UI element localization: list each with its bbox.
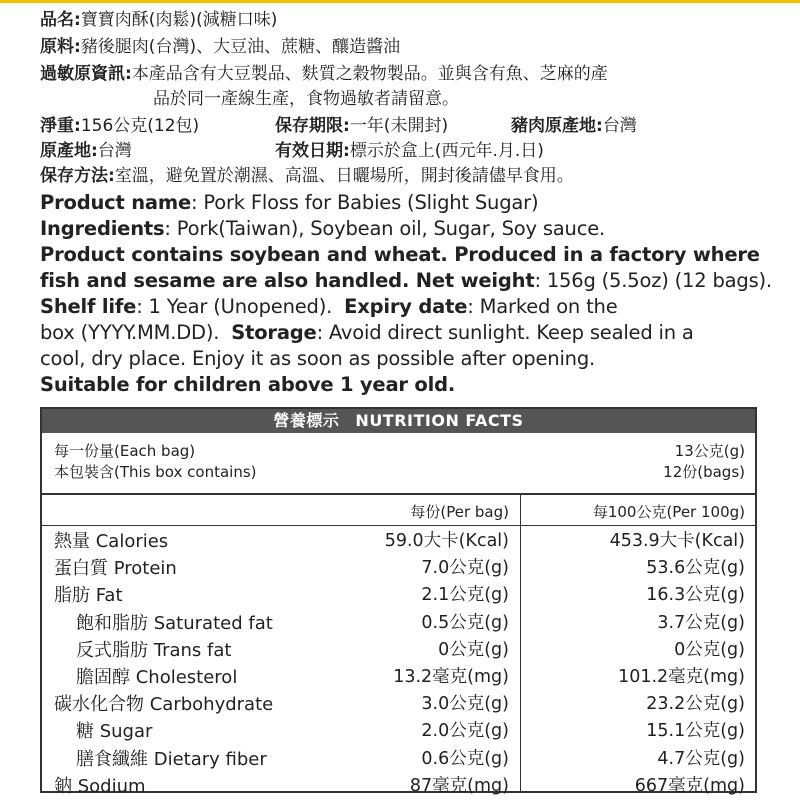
per-100g-value: 16.3公克(g) <box>646 585 745 606</box>
cn-storage: 保存方法:室溫，避免置於潮濕、高溫、日曬場所，開封後請儘早食用。 <box>40 166 574 186</box>
per-serving-value: 0.5公克(g) <box>421 612 509 633</box>
servings-label: 本包裝含(This box contains) <box>54 463 257 481</box>
col-per-serving: 每份(Per bag) <box>410 503 509 521</box>
per-serving-value: 2.1公克(g) <box>421 585 509 606</box>
per-serving-value: 59.0大卡(Kcal) <box>384 531 509 551</box>
en-net-weight: fish and sesame are also handled. Net weight: 156g (5.5oz) (12 bags). <box>40 269 772 292</box>
nutrient-row <box>42 637 755 664</box>
per-100g-value: 53.6公克(g) <box>646 558 745 579</box>
column-headers <box>42 495 755 526</box>
en-product-name: Product name: Pork Floss for Babies (Slight Sugar) <box>40 191 539 214</box>
per-serving-value: 3.0公克(g) <box>421 694 509 715</box>
servings-value: 12份(bags) <box>663 463 745 481</box>
en-shelf-life: Shelf life: 1 Year (Unopened). Expiry date: Marked on the <box>40 295 618 318</box>
nutrition-header: 營養標示 NUTRITION FACTS <box>42 409 755 433</box>
nutrient-row <box>42 773 755 800</box>
nutrient-name: 反式脂肪 Trans fat <box>76 639 232 661</box>
per-100g-value: 0公克(g) <box>674 639 745 660</box>
cn-pork-origin: 豬肉原產地:台灣 <box>511 116 637 136</box>
en-storage-cont: cool, dry place. Enjoy it as soon as possible after opening. <box>40 347 595 370</box>
per-serving-value: 2.0公克(g) <box>421 721 509 742</box>
en-ingredients: Ingredients: Pork(Taiwan), Soybean oil, Sugar, Soy sauce. <box>40 217 606 240</box>
cn-expiry: 有效日期:標示於盒上(西元年.月.日) <box>275 141 544 161</box>
cn-origin: 原產地:台灣 <box>40 141 132 161</box>
cn-product-name: 品名:寶寶肉酥(肉鬆)(減糖口味) <box>40 10 278 30</box>
nutrient-name: 碳水化合物 Carbohydrate <box>54 694 274 716</box>
serving-size-label: 每一份量(Each bag) <box>54 442 196 460</box>
en-suitable: Suitable for children above 1 year old. <box>40 373 456 396</box>
nutrient-row <box>42 555 755 582</box>
cn-shelf-life: 保存期限:一年(未開封) <box>275 116 449 136</box>
nutrient-row <box>42 664 755 691</box>
per-serving-value: 0公克(g) <box>438 639 509 660</box>
top-accent-bar <box>0 0 800 3</box>
per-serving-value: 7.0公克(g) <box>421 558 509 579</box>
per-100g-value: 15.1公克(g) <box>646 721 745 742</box>
per-100g-value: 4.7公克(g) <box>657 748 745 769</box>
serving-info <box>42 433 755 495</box>
nutrient-row <box>42 582 755 609</box>
nutrient-name: 飽和脂肪 Saturated fat <box>76 612 273 634</box>
nutrient-row <box>42 691 755 718</box>
per-100g-value: 101.2毫克(mg) <box>618 667 745 687</box>
nutrient-name: 脂肪 Fat <box>54 585 123 607</box>
nutrition-facts-table <box>40 407 757 797</box>
per-serving-value: 87毫克(mg) <box>409 775 509 796</box>
nutrient-row <box>42 746 755 773</box>
nutrient-name: 熱量 Calories <box>54 531 169 552</box>
nutrient-name: 糖 Sugar <box>76 721 153 743</box>
per-serving-value: 13.2毫克(mg) <box>393 667 509 687</box>
serving-size-value: 13公克(g) <box>674 442 745 460</box>
nutrient-name: 膳食纖維 Dietary fiber <box>76 748 267 770</box>
per-100g-value: 667毫克(mg) <box>634 775 745 796</box>
cn-net-weight: 淨重:156公克(12包) <box>40 116 200 136</box>
nutrient-name: 蛋白質 Protein <box>54 558 177 580</box>
per-100g-value: 453.9大卡(Kcal) <box>609 531 745 551</box>
en-contains: Product contains soybean and wheat. Produced in a factory where <box>40 243 760 266</box>
nutrient-row <box>42 528 755 555</box>
cn-ingredients: 原料:豬後腿肉(台灣)、大豆油、蔗糖、釀造醬油 <box>40 37 401 57</box>
nutrient-name: 鈉 Sodium <box>54 775 146 797</box>
col-per-100g: 每100公克(Per 100g) <box>592 503 745 521</box>
per-100g-value: 3.7公克(g) <box>657 612 745 633</box>
nutrient-row <box>42 718 755 745</box>
cn-allergen-cont: 品於同一產線生產，食物過敏者請留意。 <box>153 89 459 109</box>
en-storage: box (YYYY.MM.DD). Storage: Avoid direct sunlight. Keep sealed in a <box>40 321 694 344</box>
nutrient-row <box>42 610 755 637</box>
per-100g-value: 23.2公克(g) <box>646 694 745 715</box>
cn-allergen: 過敏原資訊:本產品含有大豆製品、麩質之穀物製品。並與含有魚、芝麻的產 <box>40 64 608 84</box>
nutrient-name: 膽固醇 Cholesterol <box>76 667 238 688</box>
per-serving-value: 0.6公克(g) <box>421 748 509 769</box>
